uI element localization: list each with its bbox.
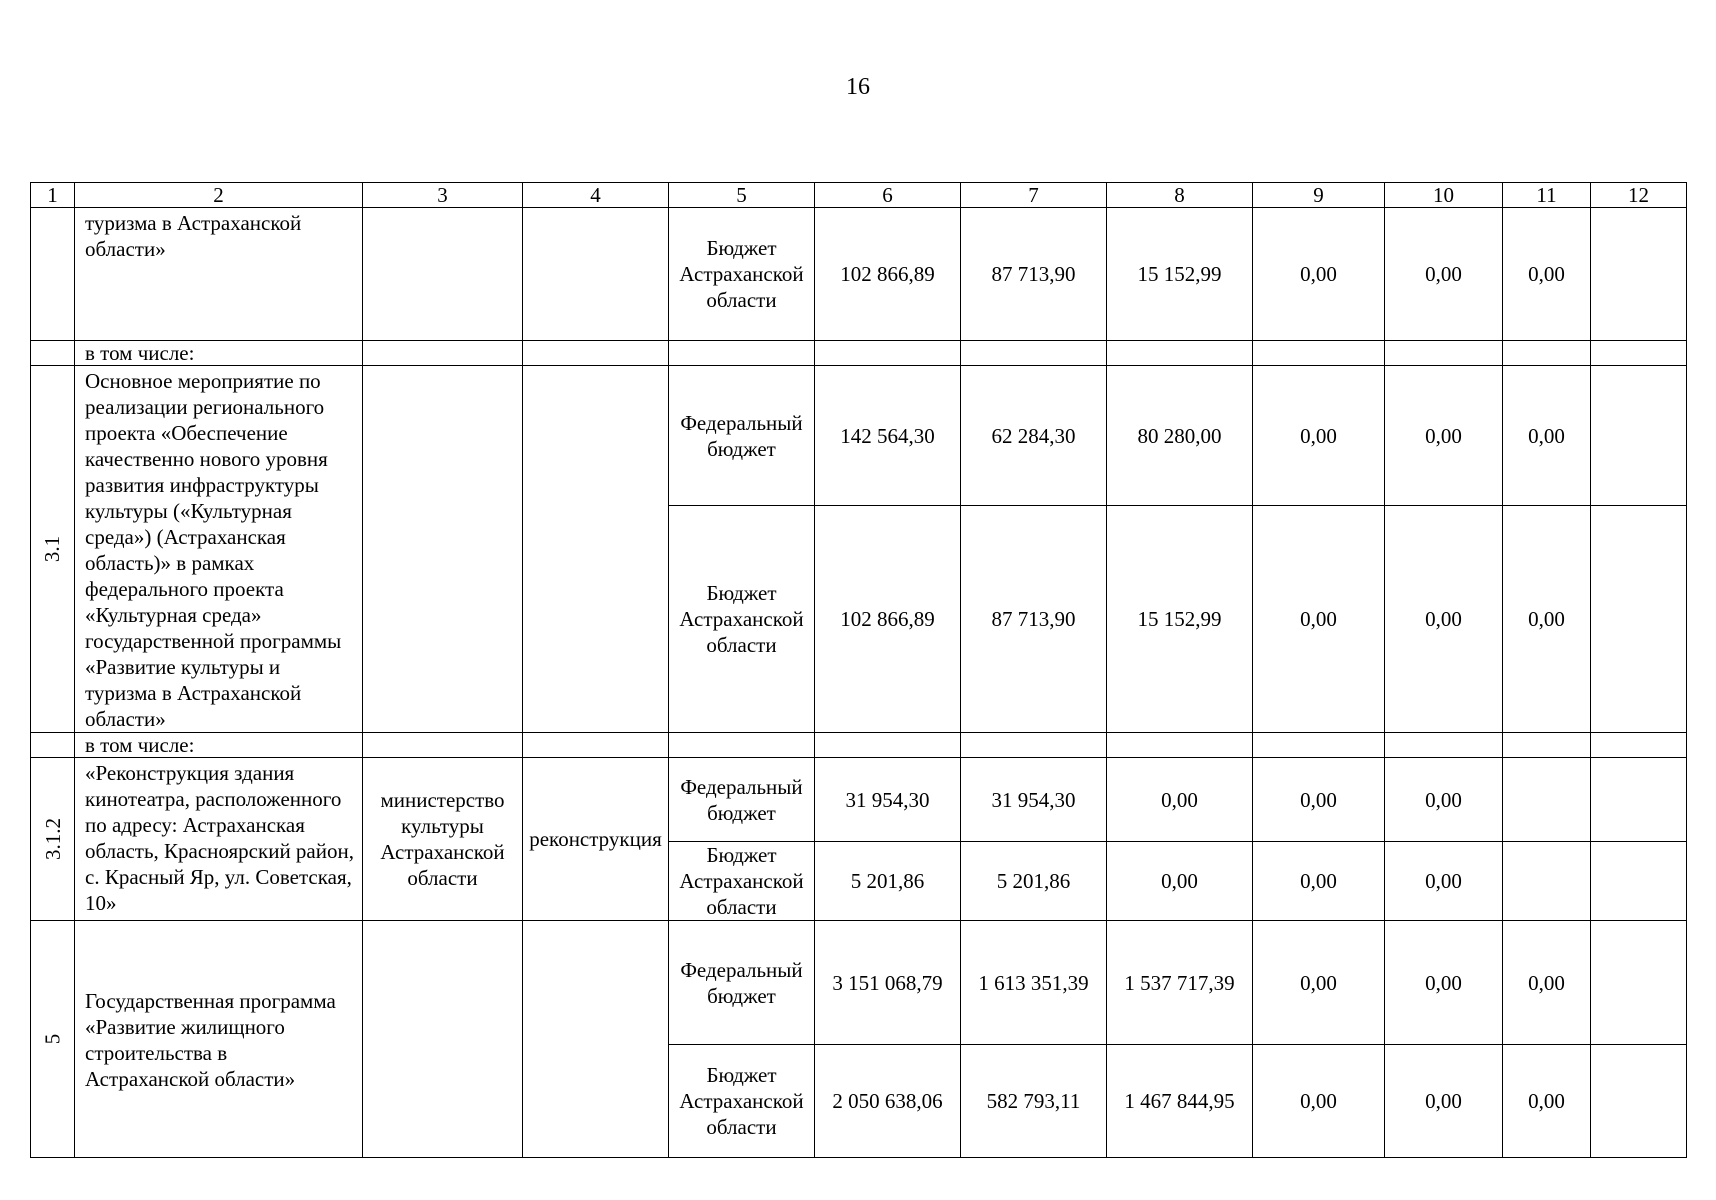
budget-table xyxy=(30,182,1687,1158)
value-cell: 62 284,30 xyxy=(961,366,1107,506)
column-header: 2 xyxy=(75,183,363,208)
table-row xyxy=(31,208,1687,341)
value-cell: 0,00 xyxy=(1385,506,1503,733)
funding-source: Бюджет Астраханской области xyxy=(669,1045,815,1158)
row-name: туризма в Астраханской области» xyxy=(75,208,363,341)
funding-source: Федеральный бюджет xyxy=(669,366,815,506)
row-name: Государственная программа «Развитие жилищного строительства в Астраханской области» xyxy=(75,921,363,1158)
value-cell: 15 152,99 xyxy=(1107,208,1253,341)
value-cell: 0,00 xyxy=(1107,842,1253,921)
value-cell: 31 954,30 xyxy=(815,758,961,842)
value-cell: 5 201,86 xyxy=(815,842,961,921)
column-header: 8 xyxy=(1107,183,1253,208)
column-header: 6 xyxy=(815,183,961,208)
funding-source: Федеральный бюджет xyxy=(669,758,815,842)
value-cell: 80 280,00 xyxy=(1107,366,1253,506)
table-row xyxy=(31,921,1687,1045)
value-cell: 0,00 xyxy=(1385,208,1503,341)
value-cell: 0,00 xyxy=(1253,506,1385,733)
value-cell: 0,00 xyxy=(1385,842,1503,921)
value-cell xyxy=(1503,758,1591,842)
value-cell: 1 537 717,39 xyxy=(1107,921,1253,1045)
funding-source: Федеральный бюджет xyxy=(669,921,815,1045)
page-number: 16 xyxy=(846,74,870,100)
value-cell xyxy=(1503,842,1591,921)
table-row xyxy=(31,758,1687,842)
value-cell: 0,00 xyxy=(1385,921,1503,1045)
column-header: 4 xyxy=(523,183,669,208)
value-cell xyxy=(1591,921,1687,1045)
value-cell: 5 201,86 xyxy=(961,842,1107,921)
row-name: Основное мероприятие по реализации регионального проекта «Обеспечение качественно нового уровня развития инфраструктуры культуры («Культурная среда») (Астраханская область)» в рамках федерального проекта «Культурная среда» государственной программы «Развитие культуры и туризма в Астраханской области» xyxy=(75,366,363,733)
value-cell: 0,00 xyxy=(1503,506,1591,733)
type-cell xyxy=(523,366,669,733)
value-cell xyxy=(1591,506,1687,733)
column-header: 12 xyxy=(1591,183,1687,208)
row-name: «Реконструкция здания кинотеатра, расположенного по адресу: Астраханская область, Красноярский район, с. Красный Яр, ул. Советская, 10» xyxy=(75,758,363,921)
value-cell xyxy=(1591,842,1687,921)
column-header: 9 xyxy=(1253,183,1385,208)
executor-cell xyxy=(363,366,523,733)
executor-cell: министерство культуры Астраханской области xyxy=(363,758,523,921)
type-cell xyxy=(523,921,669,1158)
value-cell: 0,00 xyxy=(1253,208,1385,341)
executor-cell xyxy=(363,921,523,1158)
column-header: 7 xyxy=(961,183,1107,208)
row-code: 3.1.2 xyxy=(31,758,75,921)
value-cell: 0,00 xyxy=(1385,758,1503,842)
value-cell: 2 050 638,06 xyxy=(815,1045,961,1158)
value-cell: 0,00 xyxy=(1253,758,1385,842)
funding-source: Бюджет Астраханской области xyxy=(669,842,815,921)
value-cell: 15 152,99 xyxy=(1107,506,1253,733)
column-number-row xyxy=(31,183,1687,208)
type-cell: реконструкция xyxy=(523,758,669,921)
type-cell xyxy=(523,208,669,341)
value-cell xyxy=(1591,1045,1687,1158)
value-cell: 102 866,89 xyxy=(815,506,961,733)
value-cell: 0,00 xyxy=(1503,366,1591,506)
column-header: 5 xyxy=(669,183,815,208)
value-cell xyxy=(1591,758,1687,842)
row-code xyxy=(31,208,75,341)
including-label: в том числе: xyxy=(75,341,363,366)
value-cell: 1 613 351,39 xyxy=(961,921,1107,1045)
subtotal-label-row xyxy=(31,733,1687,758)
value-cell: 102 866,89 xyxy=(815,208,961,341)
column-header: 11 xyxy=(1503,183,1591,208)
funding-source: Бюджет Астраханской области xyxy=(669,208,815,341)
funding-source: Бюджет Астраханской области xyxy=(669,506,815,733)
value-cell xyxy=(1591,366,1687,506)
value-cell: 0,00 xyxy=(1253,366,1385,506)
value-cell: 0,00 xyxy=(1385,1045,1503,1158)
value-cell: 0,00 xyxy=(1503,208,1591,341)
value-cell: 0,00 xyxy=(1503,921,1591,1045)
subtotal-label-row xyxy=(31,341,1687,366)
value-cell: 0,00 xyxy=(1385,366,1503,506)
column-header: 10 xyxy=(1385,183,1503,208)
value-cell: 0,00 xyxy=(1253,1045,1385,1158)
value-cell: 0,00 xyxy=(1253,842,1385,921)
value-cell: 87 713,90 xyxy=(961,208,1107,341)
value-cell: 582 793,11 xyxy=(961,1045,1107,1158)
column-header: 1 xyxy=(31,183,75,208)
value-cell: 87 713,90 xyxy=(961,506,1107,733)
value-cell: 3 151 068,79 xyxy=(815,921,961,1045)
value-cell: 1 467 844,95 xyxy=(1107,1045,1253,1158)
value-cell: 0,00 xyxy=(1253,921,1385,1045)
executor-cell xyxy=(363,208,523,341)
table-row xyxy=(31,366,1687,506)
row-code: 3.1 xyxy=(31,366,75,733)
value-cell: 142 564,30 xyxy=(815,366,961,506)
value-cell: 31 954,30 xyxy=(961,758,1107,842)
row-code: 5 xyxy=(31,921,75,1158)
value-cell: 0,00 xyxy=(1503,1045,1591,1158)
column-header: 3 xyxy=(363,183,523,208)
including-label: в том числе: xyxy=(75,733,363,758)
value-cell xyxy=(1591,208,1687,341)
value-cell: 0,00 xyxy=(1107,758,1253,842)
